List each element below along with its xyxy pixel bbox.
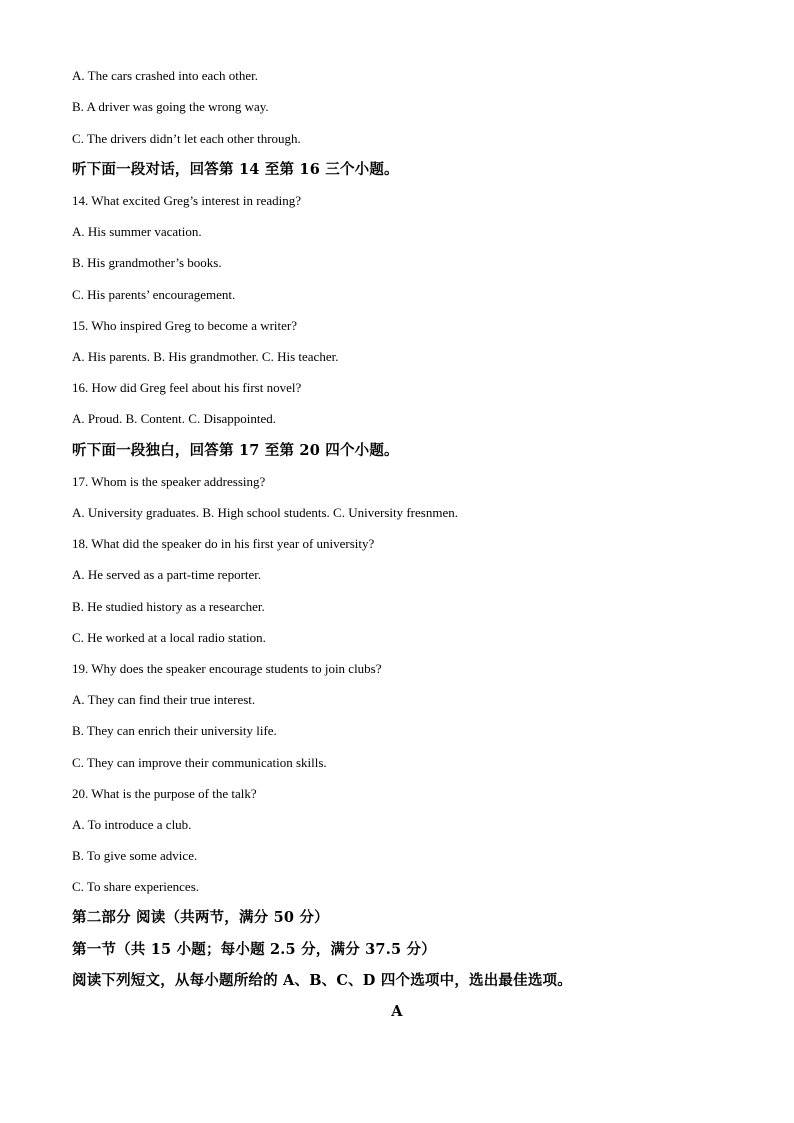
q18-option-b: B. He studied history as a researcher. (72, 599, 265, 614)
q13-option-a: A. The cars crashed into each other. (72, 68, 259, 83)
section-heading-dialogue: 听下面一段对话，回答第 14 至第 16 三个小题。 (72, 161, 399, 178)
q18-question: 18. What did the speaker do in his first year of university? (72, 536, 375, 551)
q16-question: 16. How did Greg feel about his first novel? (72, 380, 302, 395)
q20-option-c: C. To share experiences. (72, 879, 199, 894)
q15-question: 15. Who inspired Greg to become a writer? (72, 318, 298, 333)
q18-option-a: A. He served as a part-time reporter. (72, 567, 262, 582)
q17-options: A. University graduates. B. High school students. C. University fresnmen. (72, 505, 458, 520)
part-two-heading: 第二部分 阅读（共两节，满分 50 分） (72, 909, 329, 926)
section-one-heading: 第一节（共 15 小题；每小题 2.5 分，满分 37.5 分） (72, 941, 436, 958)
q20-option-a: A. To introduce a club. (72, 817, 192, 832)
q13-option-b: B. A driver was going the wrong way. (72, 99, 269, 114)
q19-question: 19. Why does the speaker encourage students to join clubs? (72, 661, 382, 676)
q19-option-b: B. They can enrich their university life. (72, 723, 277, 738)
q16-options: A. Proud. B. Content. C. Disappointed. (72, 411, 277, 426)
q13-option-c: C. The drivers didn’t let each other through. (72, 131, 301, 146)
q14-question: 14. What excited Greg’s interest in reading? (72, 193, 301, 208)
reading-instructions: 阅读下列短文，从每小题所给的 A、B、C、D 四个选项中，选出最佳选项。 (72, 972, 572, 989)
q15-options: A. His parents. B. His grandmother. C. His teacher. (72, 349, 339, 364)
q19-option-c: C. They can improve their communication skills. (72, 755, 327, 770)
q20-option-b: B. To give some advice. (72, 848, 198, 863)
q18-option-c: C. He worked at a local radio station. (72, 630, 266, 645)
q19-option-a: A. They can find their true interest. (72, 692, 256, 707)
passage-label: A (391, 1003, 403, 1020)
q20-question: 20. What is the purpose of the talk? (72, 786, 257, 801)
section-heading-monologue: 听下面一段独白，回答第 17 至第 20 四个小题。 (72, 442, 399, 459)
q14-option-a: A. His summer vacation. (72, 224, 202, 239)
q17-question: 17. Whom is the speaker addressing? (72, 474, 266, 489)
q14-option-c: C. His parents’ encouragement. (72, 287, 236, 302)
q14-option-b: B. His grandmother’s books. (72, 255, 222, 270)
